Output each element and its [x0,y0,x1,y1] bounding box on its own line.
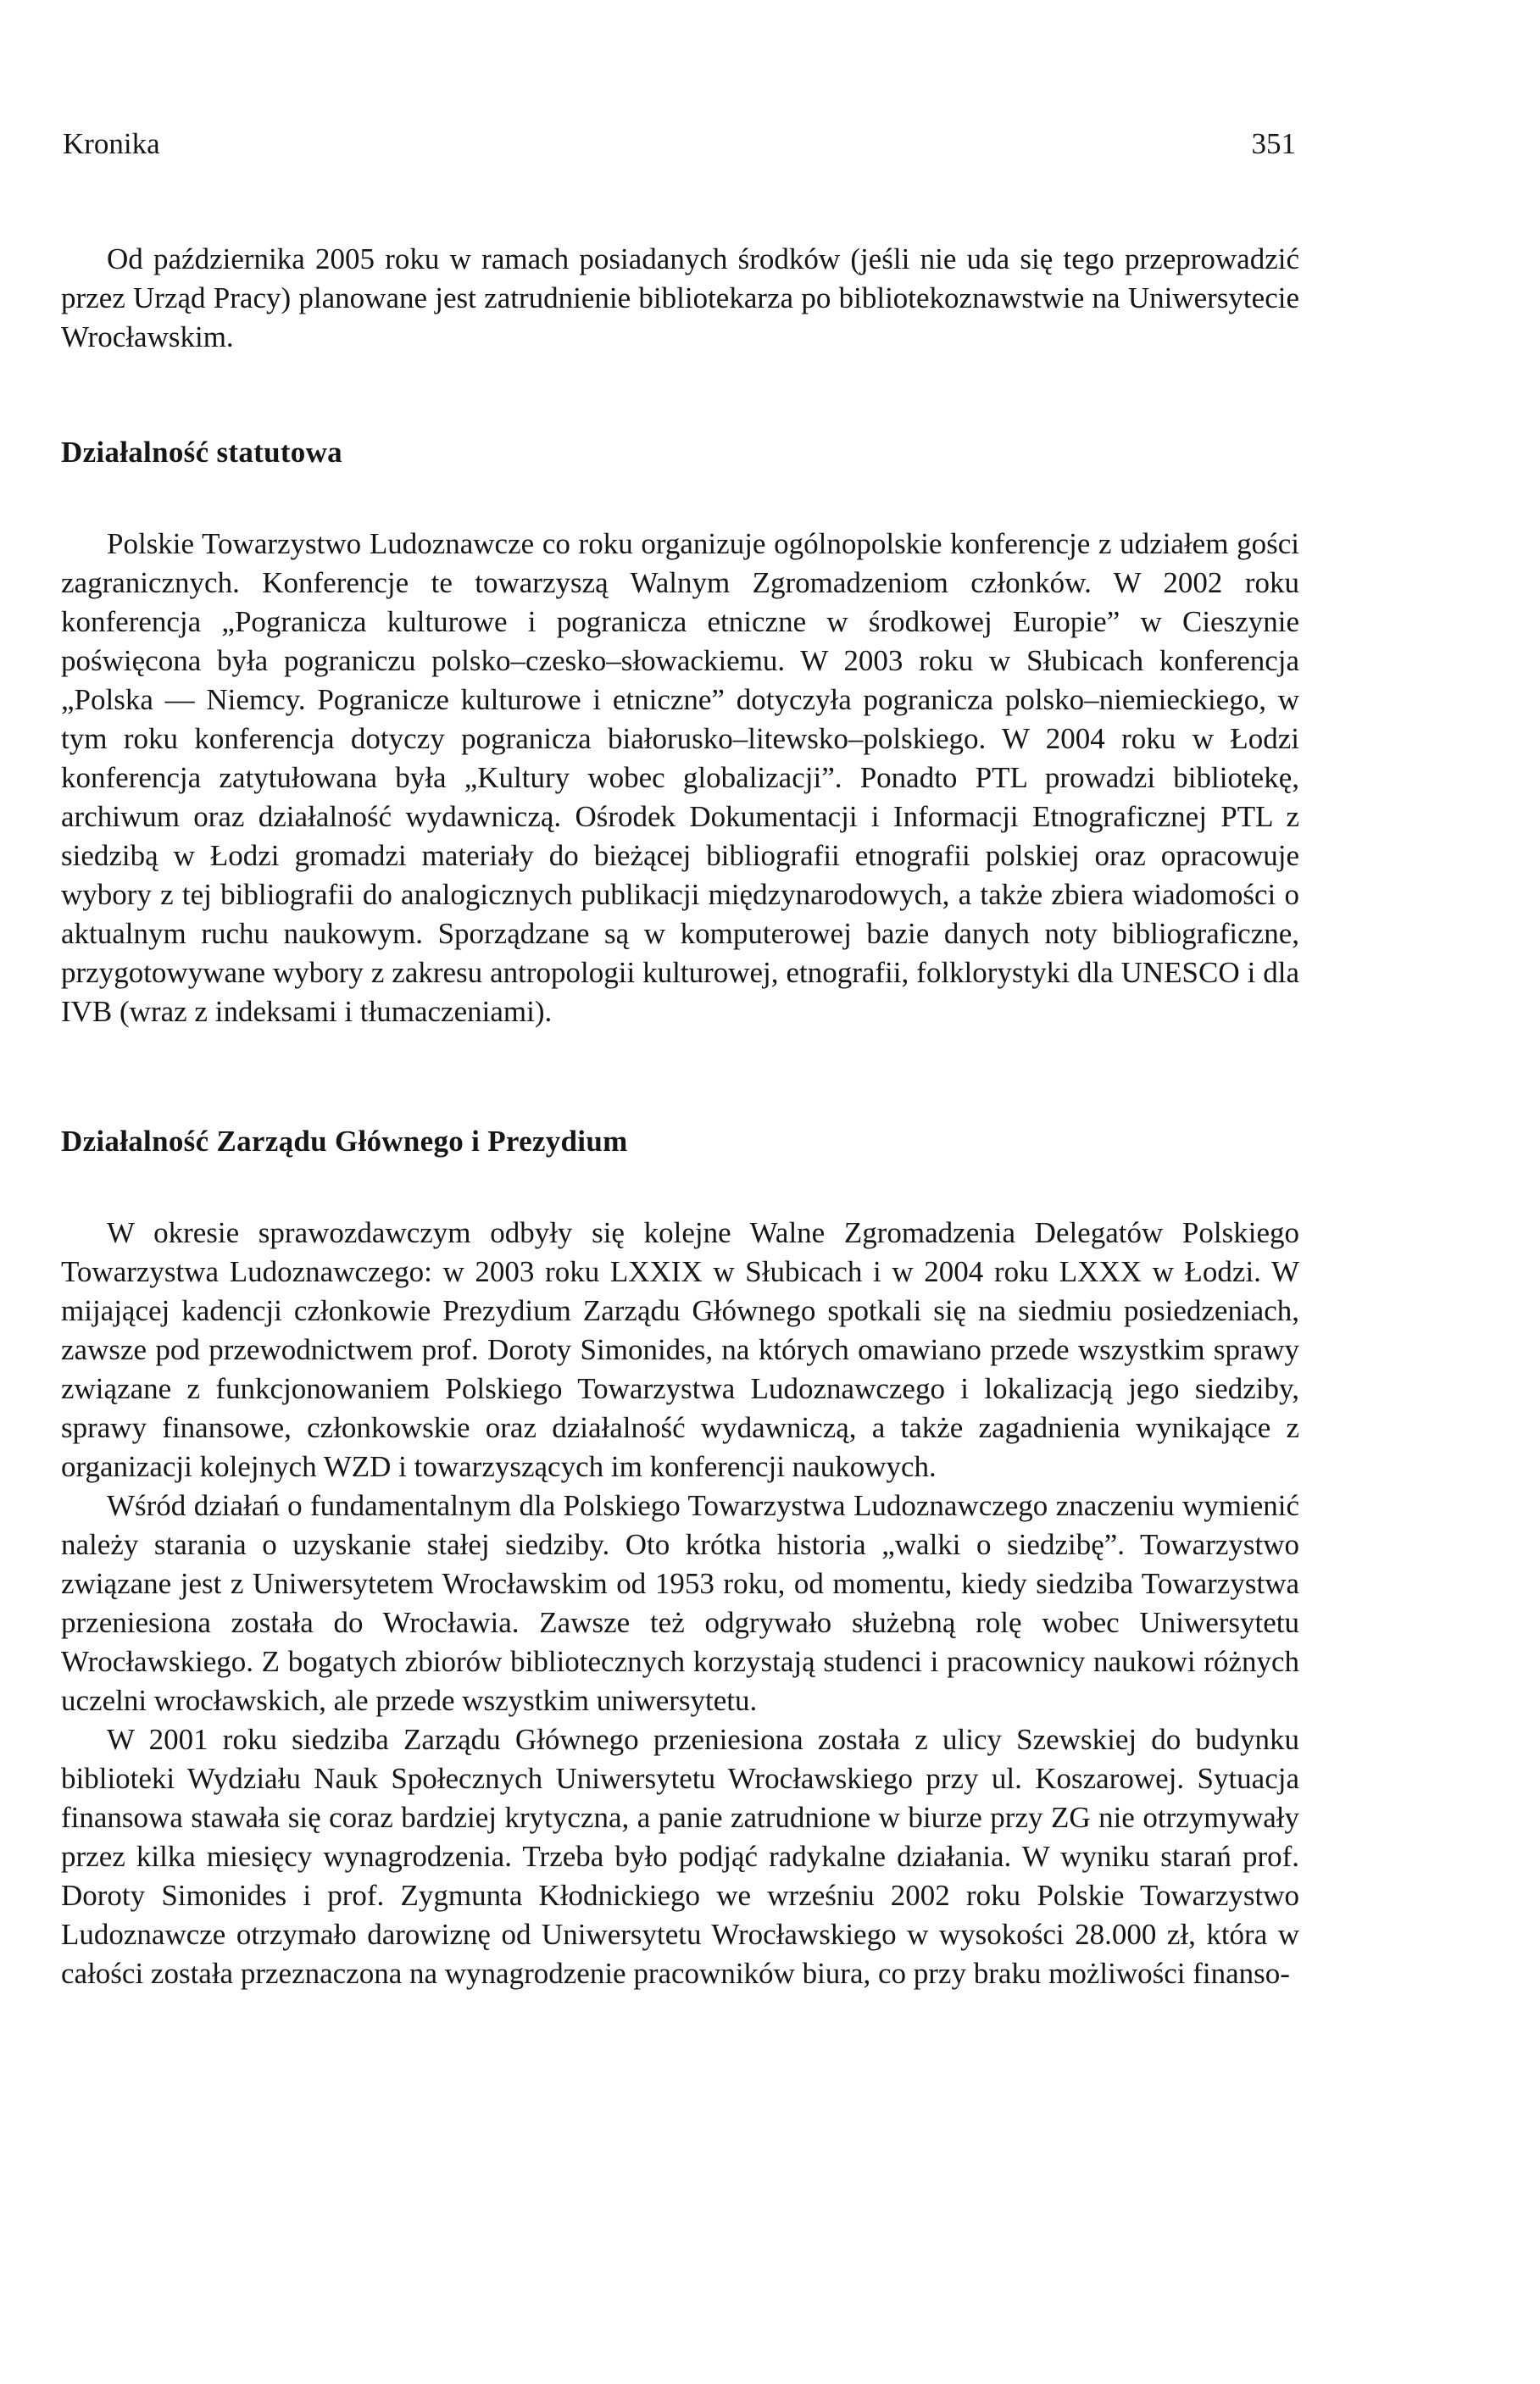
section-heading: Działalność Zarządu Głównego i Prezydium [61,1125,628,1158]
spacer [61,357,1299,433]
section-paragraph: W 2001 roku siedziba Zarządu Głównego przeniesiona została z ulicy Szewskiej do budynku biblioteki Wydziału Nauk Społecznych Uniwersytetu Wrocławskiego przy ul. Koszarowej. Sytuacja finansowa stawała się coraz bardziej krytyczna, a panie zatrudnione w biurze przy ZG nie otrzymywały przez kilka miesięcy wynagrodzenia. Trzeba było podjąć radykalne działania. W wyniku starań prof. Doroty Simonides i prof. Zygmunta Kłodnickiego we wrześniu 2002 roku Polskie Towarzystwo Ludoznawcze otrzymało darowiznę od Uniwersytetu Wrocławskiego w wysokości 28.000 zł, która w całości została przeznaczona na wynagrodzenie pracowników biura, co przy braku możliwości finanso- [61,1723,1299,1990]
section-paragraph: Wśród działań o fundamentalnym dla Polskiego Towarzystwa Ludoznawczego znaczeniu wymienić należy starania o uzyskanie stałej siedziby. Oto krótka historia „walki o siedzibę”. Towarzystwo związane jest z Uniwersytetem Wrocławskim od 1953 roku, od momentu, kiedy siedziba Towarzystwa przeniesiona została do Wrocławia. Zawsze też odgrywało służebną rolę wobec Uniwersytetu Wrocławskiego. Z bogatych zbiorów bibliotecznych korzystają studenci i pracownicy naukowi różnych uczelni wrocławskich, ale przede wszystkim uniwersytetu. [61,1489,1299,1717]
running-head-title: Kronika [63,127,160,160]
page-number: 351 [1251,127,1296,160]
section-heading: Działalność statutowa [61,436,342,469]
intro-paragraph: Od października 2005 roku w ramach posiadanych środków (jeśli nie uda się tego przeprowadzić przez Urząd Pracy) planowane jest zatrudnienie bibliotekarza po bibliotekoznawstwie na Uniwersytecie Wrocławskim. [61,242,1299,353]
section-paragraph: W okresie sprawozdawczym odbyły się kolejne Walne Zgromadzenia Delegatów Polskiego Towarzystwa Ludoznawczego: w 2003 roku LXXIX w Słubicach i w 2004 roku LXXX w Łodzi. W mijającej kadencji członkowie Prezydium Zarządu Głównego spotkali się na siedmiu posiedzeniach, zawsze pod przewodnictwem prof. Doroty Simonides, na których omawiano przede wszystkim sprawy związane z funkcjonowaniem Polskiego Towarzystwa Ludoznawczego i lokalizacją jego siedziby, sprawy finansowe, członkowskie oraz działalność wydawniczą, a także zagadnienia wynikające z organizacji kolejnych WZD i towarzyszących im konferencji naukowych. [61,1216,1299,1483]
section-board-activity [61,1122,1299,1993]
section-statutory-activity [61,433,1299,1031]
page [61,127,1299,1993]
spacer [61,472,1299,525]
spacer [61,1031,1299,1122]
spacer [61,161,1299,240]
running-head [61,127,1299,161]
section-paragraph: Polskie Towarzystwo Ludoznawcze co roku organizuje ogólnopolskie konferencje z udziałem gości zagranicznych. Konferencje te towarzyszą Walnym Zgromadzeniom członków. W 2002 roku konferencja „Pogranicza kulturowe i pogranicza etniczne w środkowej Europie” w Cieszynie poświęcona była pograniczu polsko–czesko–słowackiemu. W 2003 roku w Słubicach konferencja „Polska — Niemcy. Pogranicze kulturowe i etniczne” dotyczyła pogranicza polsko–niemieckiego, w tym roku konferencja dotyczy pogranicza białorusko–litewsko–polskiego. W 2004 roku w Łodzi konferencja zatytułowana była „Kultury wobec globalizacji”. Ponadto PTL prowadzi bibliotekę, archiwum oraz działalność wydawniczą. Ośrodek Dokumentacji i Informacji Etnograficznej PTL z siedzibą w Łodzi gromadzi materiały do bieżącej bibliografii etnografii polskiej oraz opracowuje wybory z tej bibliografii do analogicznych publikacji międzynarodowych, a także zbiera wiadomości o aktualnym ruchu naukowym. Sporządzane są w komputerowej bazie danych noty bibliograficzne, przygotowywane wybory z zakresu antropologii kulturowej, etnografii, folklorystyki dla UNESCO i dla IVB (wraz z indeksami i tłumaczeniami). [61,527,1299,1028]
spacer [61,1161,1299,1214]
